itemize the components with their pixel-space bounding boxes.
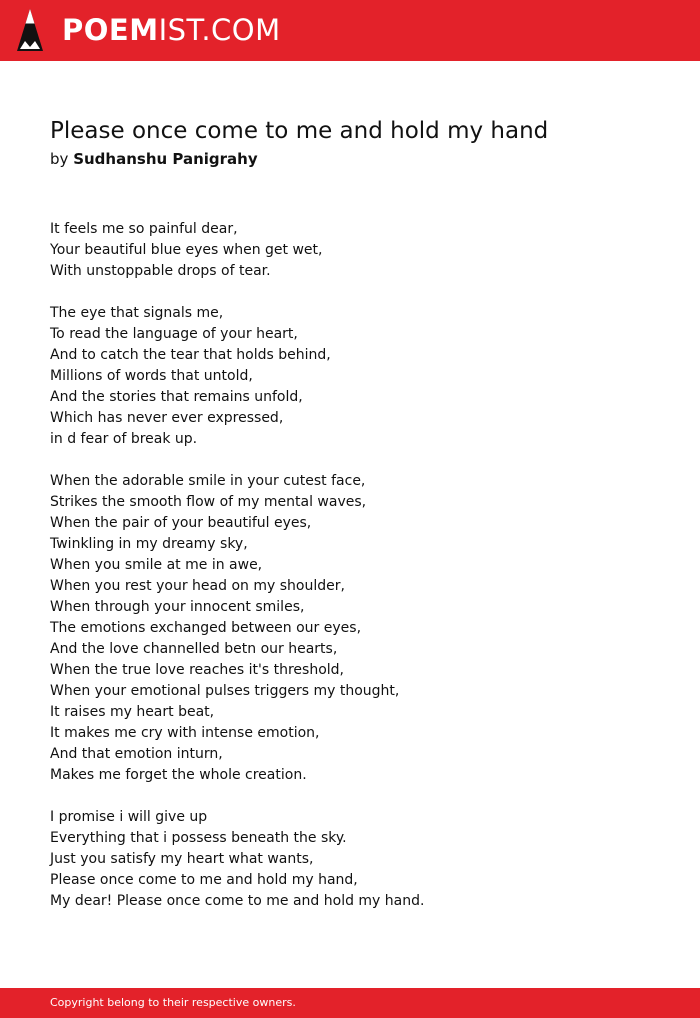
- poem-line: Makes me forget the whole creation.: [50, 767, 307, 783]
- poem-line: Strikes the smooth flow of my mental waves,: [50, 494, 367, 510]
- site-header: [0, 0, 700, 61]
- byline: [50, 148, 258, 170]
- poem-line: I promise i will give up: [50, 809, 208, 825]
- poem-line: Twinkling in my dreamy sky,: [50, 536, 248, 552]
- poem-line: It raises my heart beat,: [50, 704, 215, 720]
- author-name: Sudhanshu Panigrahy: [73, 150, 258, 168]
- poem-line: Please once come to me and hold my hand,: [50, 872, 358, 888]
- poem-line: Your beautiful blue eyes when get wet,: [50, 242, 323, 258]
- copyright-text: Copyright belong to their respective owners.: [50, 996, 296, 1009]
- poem-line: And the stories that remains unfold,: [50, 389, 303, 405]
- poem-stanza: [50, 471, 650, 786]
- poem-line: With unstoppable drops of tear.: [50, 263, 271, 279]
- poem-line: It makes me cry with intense emotion,: [50, 725, 320, 741]
- poem-line: The eye that signals me,: [50, 305, 224, 321]
- poem-line: The emotions exchanged between our eyes,: [50, 620, 362, 636]
- poem-line: Which has never ever expressed,: [50, 410, 284, 426]
- site-logo[interactable]: [62, 12, 281, 48]
- pencil-icon[interactable]: [17, 9, 43, 51]
- poem-line: When you rest your head on my shoulder,: [50, 578, 345, 594]
- poem-stanza: [50, 807, 650, 912]
- poem-stanza: [50, 303, 650, 450]
- poem-line: When the adorable smile in your cutest face,: [50, 473, 366, 489]
- poem-line: in d fear of break up.: [50, 431, 198, 447]
- poem-line: And to catch the tear that holds behind,: [50, 347, 331, 363]
- site-footer: [0, 988, 700, 1018]
- poem-line: Just you satisfy my heart what wants,: [50, 851, 314, 867]
- poem-line: And the love channelled betn our hearts,: [50, 641, 338, 657]
- poem-line: When the true love reaches it's threshold,: [50, 662, 344, 678]
- poem-line: To read the language of your heart,: [50, 326, 298, 342]
- poem-line: Millions of words that untold,: [50, 368, 253, 384]
- poem-line: When your emotional pulses triggers my thought,: [50, 683, 400, 699]
- poem-title: Please once come to me and hold my hand: [50, 118, 549, 144]
- poem-line: Everything that i possess beneath the sky.: [50, 830, 347, 846]
- poem-line: It feels me so painful dear,: [50, 221, 238, 237]
- poem-line: When through your innocent smiles,: [50, 599, 305, 615]
- poem-line: When you smile at me in awe,: [50, 557, 263, 573]
- logo-light-text: IST.COM: [158, 13, 281, 47]
- poem-line: And that emotion inturn,: [50, 746, 223, 762]
- poem-stanza: [50, 219, 650, 282]
- by-label: by: [50, 150, 69, 168]
- poem-body: [50, 219, 650, 933]
- poem-line: My dear! Please once come to me and hold my hand.: [50, 893, 425, 909]
- poem-line: When the pair of your beautiful eyes,: [50, 515, 312, 531]
- logo-bold-text: POEM: [62, 13, 159, 47]
